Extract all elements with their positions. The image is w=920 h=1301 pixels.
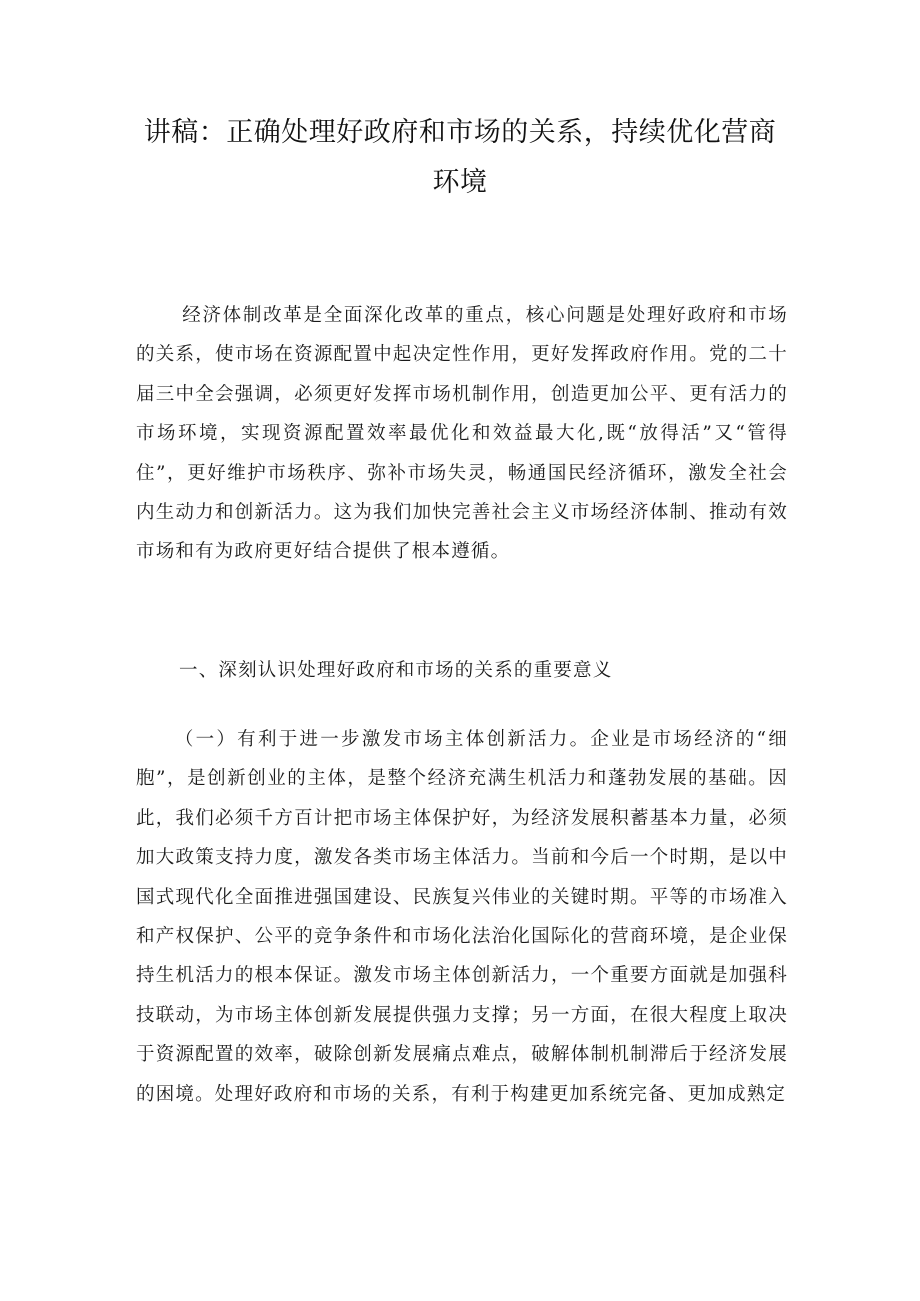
document-title (120, 108, 800, 208)
title-line-1: 讲稿：正确处理好政府和市场的关系，持续优化营商 (143, 117, 777, 148)
section-heading-1: 一、深刻认识处理好政府和市场的关系的重要意义 (179, 660, 613, 681)
paragraph-section-1-1: （一）有利于进一步激发市场主体创新活力。企业是市场经济的“细胞”，是创新创业的主体，是整个经济充满生机活力和蓬勃发展的基础。因此，我们必须千方百计把市场主体保护好，为经济发展积蓄基本力量，必须加大政策支持力度，激发各类市场主体活力。当前和今后一个时期，是以中国式现代化全面推进强国建设、民族复兴伟业的关键时期。平等的市场准入和产权保护、公平的竞争条件和市场化法治化国际化的营商环境，是企业保持生机活力的根本保证。激发市场主体创新活力，一个重要方面就是加强科技联动，为市场主体创新发展提供强力支撑；另一方面，在很大程度上取决于资源配置的效率，破除创新发展痛点难点，破解体制机制滞后于经济发展的困境。处理好政府和市场的关系，有利于构建更加系统完备、更加成熟定 (136, 729, 788, 1105)
title-line-2: 环境 (432, 167, 488, 198)
paragraph-intro: 经济体制改革是全面深化改革的重点，核心问题是处理好政府和市场的关系，使市场在资源配置中起决定性作用，更好发挥政府作用。党的二十届三中全会强调，必须更好发挥市场机制作用，创造更加公平、更有活力的市场环境，实现资源配置效率最优化和效益最大化,既“放得活”又“管得住”，更好维护市场秩序、弥补市场失灵，畅通国民经济循环，激发全社会内生动力和创新活力。这为我们加快完善社会主义市场经济体制、推动有效市场和有为政府更好结合提供了根本遵循。 (136, 305, 788, 563)
